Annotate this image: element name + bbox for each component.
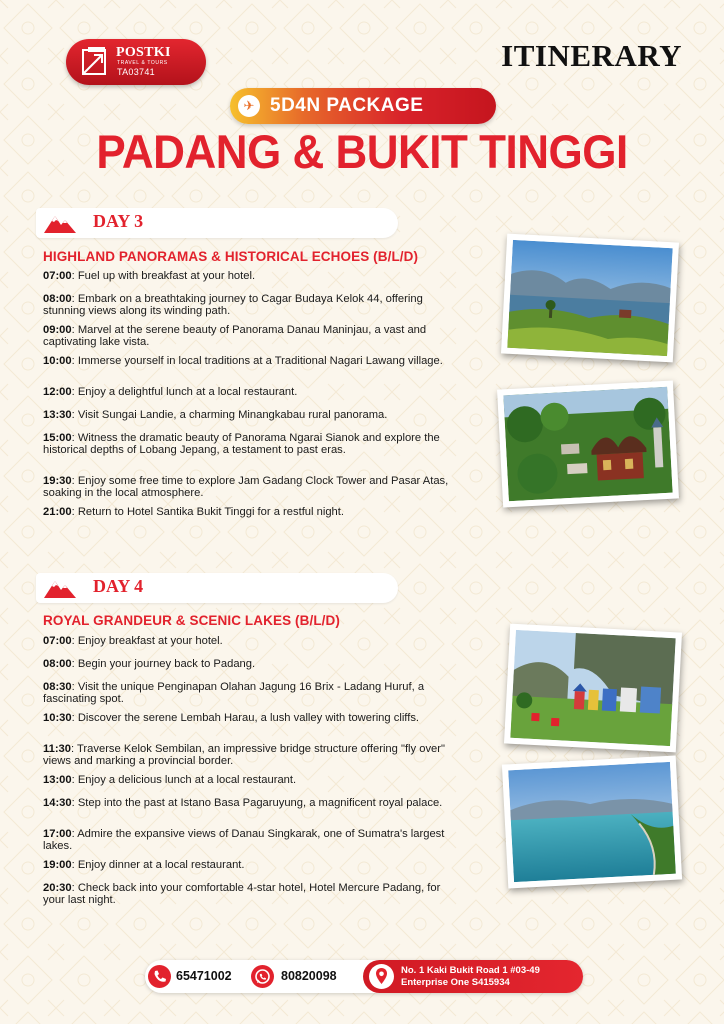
- item-time: 19:30: [43, 475, 72, 487]
- contact-bar: [145, 960, 583, 993]
- day-4-schedule: [43, 635, 463, 913]
- brand-tagline: TRAVEL & TOURS: [117, 60, 168, 66]
- item-time: 08:00: [43, 293, 72, 305]
- item-text: : Enjoy dinner at a local restaurant.: [71, 859, 245, 871]
- item-text: : Check back into your comfortable 4-star hotel, Hotel Mercure Padang, for your last night.: [43, 882, 441, 906]
- item-time: 10:30: [43, 712, 72, 724]
- item-text: : Enjoy some free time to explore Jam Gadang Clock Tower and Pasar Atas, soaking in the local atmosphere.: [43, 475, 449, 499]
- item-time: 13:30: [43, 409, 72, 421]
- item-time: 14:30: [43, 797, 72, 809]
- list-item: [43, 774, 463, 797]
- item-text: : Witness the dramatic beauty of Panorama Ngarai Sianok and explore the historical depths of Lobang Jepang, a testament to past eras.: [43, 432, 440, 456]
- list-item: [43, 882, 463, 913]
- phone-number[interactable]: 65471002: [176, 969, 232, 983]
- item-text: : Step into the past at Istano Basa Pagaruyung, a magnificent royal palace.: [71, 797, 443, 809]
- list-item: [43, 712, 463, 743]
- day-3-header: [36, 208, 398, 238]
- item-time: 07:00: [43, 635, 72, 647]
- item-text: : Enjoy a delightful lunch at a local restaurant.: [71, 386, 298, 398]
- item-text: : Fuel up with breakfast at your hotel.: [71, 270, 256, 282]
- item-time: 11:30: [43, 743, 71, 755]
- list-item: [43, 828, 463, 859]
- package-label: 5D4N PACKAGE: [270, 95, 424, 116]
- mountain-icon: [44, 578, 76, 598]
- list-item: [43, 475, 463, 506]
- day-label: DAY 3: [93, 211, 144, 231]
- minangkabau-village-photo: [497, 380, 679, 507]
- list-item: [43, 859, 463, 882]
- item-text: : Marvel at the serene beauty of Panorama Danau Maninjau, a vast and captivating lake vista.: [43, 324, 427, 348]
- list-item: [43, 635, 463, 658]
- day-3-title: HIGHLAND PANORAMAS & HISTORICAL ECHOES (B/L/D): [43, 249, 419, 264]
- item-time: 09:00: [43, 324, 72, 336]
- item-time: 07:00: [43, 270, 72, 282]
- doc-title: ITINERARY: [501, 38, 682, 73]
- item-text: : Embark on a breathtaking journey to Cagar Budaya Kelok 44, offering stunning views along its winding path.: [43, 293, 423, 317]
- list-item: [43, 386, 463, 409]
- list-item: [43, 270, 463, 293]
- package-badge: [230, 88, 496, 124]
- list-item: [43, 658, 463, 681]
- phone-icon: [148, 965, 171, 988]
- item-text: : Enjoy a delicious lunch at a local restaurant.: [71, 774, 297, 786]
- item-time: 08:30: [43, 681, 72, 693]
- list-item: [43, 324, 463, 355]
- item-time: 20:30: [43, 882, 72, 894]
- brand-license: TA03741: [117, 67, 155, 77]
- mountain-icon: [44, 213, 76, 233]
- item-text: : Visit Sungai Landie, a charming Minangkabau rural panorama.: [71, 409, 388, 421]
- item-text: : Return to Hotel Santika Bukit Tinggi for a restful night.: [71, 506, 344, 518]
- item-time: 13:00: [43, 774, 72, 786]
- brand-name: POSTKI: [116, 45, 171, 60]
- item-time: 12:00: [43, 386, 72, 398]
- item-text: : Begin your journey back to Padang.: [71, 658, 256, 670]
- list-item: [43, 293, 463, 324]
- item-time: 17:00: [43, 828, 72, 840]
- lembah-harau-photo: [504, 624, 682, 753]
- list-item: [43, 409, 463, 432]
- page-title: PADANG & BUKIT TINGGI: [96, 126, 628, 179]
- list-item: [43, 506, 463, 529]
- item-text: : Visit the unique Penginapan Olahan Jagung 16 Brix - Ladang Huruf, a fascinating spot.: [43, 681, 425, 705]
- item-time: 21:00: [43, 506, 72, 518]
- item-time: 15:00: [43, 432, 72, 444]
- list-item: [43, 432, 463, 475]
- map-pin-icon: [369, 964, 394, 989]
- address-box: [363, 960, 583, 993]
- address-line-2: Enterprise One S415934: [401, 977, 510, 988]
- day-3-schedule: [43, 270, 463, 529]
- list-item: [43, 355, 463, 386]
- lake-maninjau-photo: [501, 234, 679, 363]
- list-item: [43, 681, 463, 712]
- whatsapp-number[interactable]: 80820098: [281, 969, 337, 983]
- item-time: 19:00: [43, 859, 72, 871]
- item-text: : Traverse Kelok Sembilan, an impressive bridge structure offering "fly over" views and marking a provincial border.: [43, 743, 445, 767]
- brand-logo: [66, 39, 206, 85]
- postki-logo-icon: [80, 47, 108, 77]
- day-4-title: ROYAL GRANDEUR & SCENIC LAKES (B/L/D): [43, 613, 340, 628]
- list-item: [43, 797, 463, 828]
- airplane-icon: ✈: [238, 95, 260, 117]
- item-text: : Enjoy breakfast at your hotel.: [71, 635, 223, 647]
- item-text: : Immerse yourself in local traditions at a Traditional Nagari Lawang village.: [71, 355, 443, 367]
- item-text: : Discover the serene Lembah Harau, a lush valley with towering cliffs.: [71, 712, 420, 724]
- day-4-header: [36, 573, 398, 603]
- whatsapp-icon: [251, 965, 274, 988]
- day-label: DAY 4: [93, 576, 144, 596]
- danau-singkarak-photo: [502, 756, 682, 889]
- item-time: 08:00: [43, 658, 72, 670]
- address-line-1: No. 1 Kaki Bukit Road 1 #03-49: [401, 965, 540, 976]
- item-time: 10:00: [43, 355, 72, 367]
- list-item: [43, 743, 463, 774]
- item-text: : Admire the expansive views of Danau Singkarak, one of Sumatra's largest lakes.: [43, 828, 445, 852]
